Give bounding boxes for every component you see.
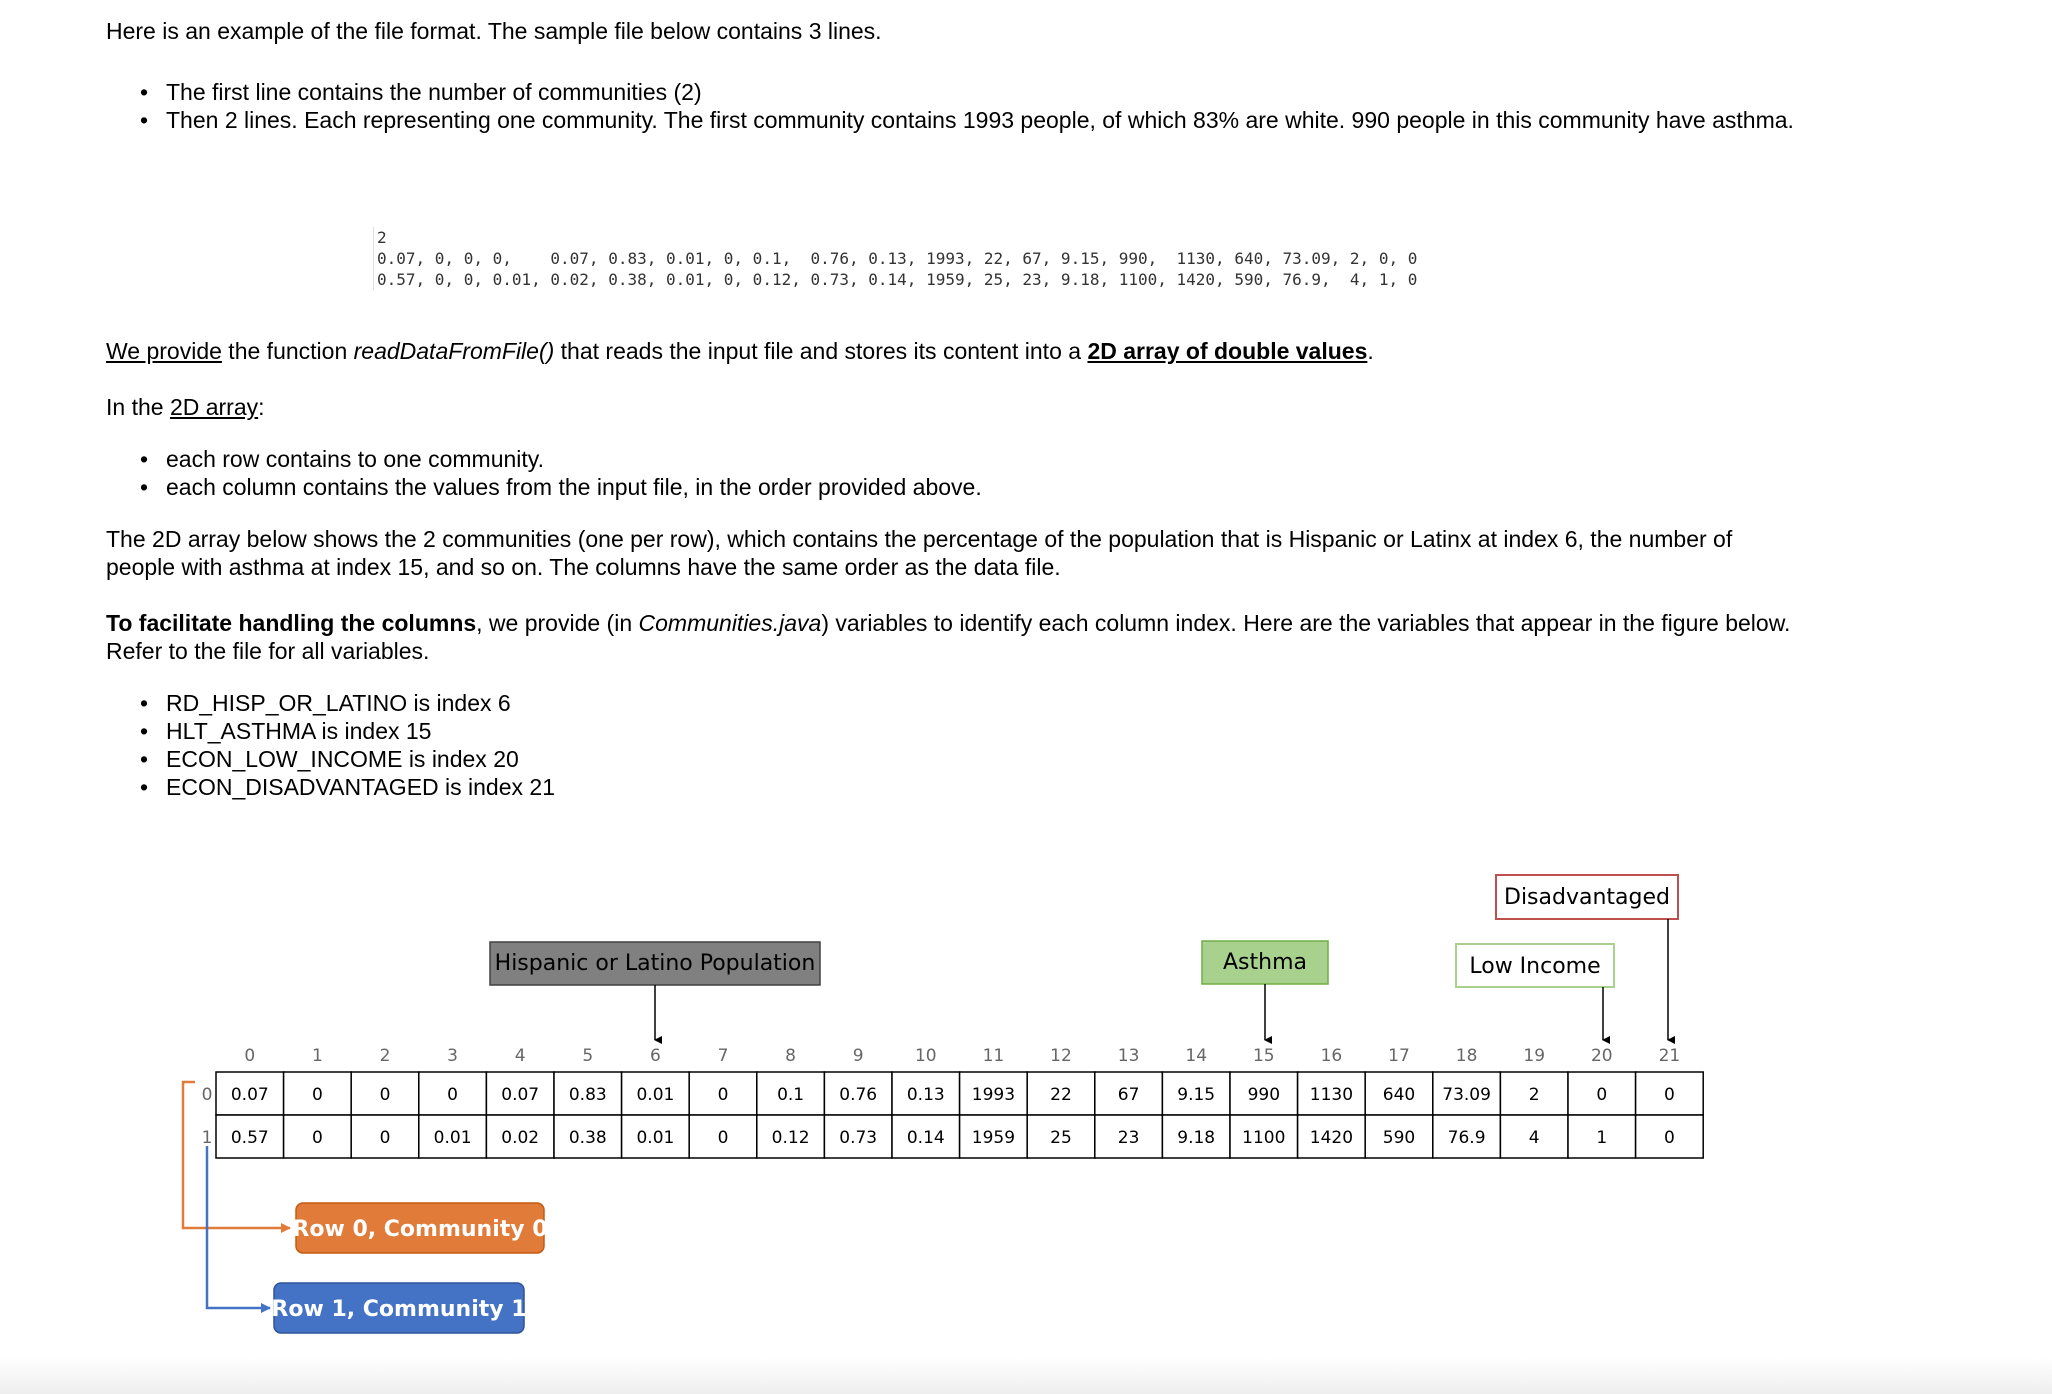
array-bullet-item: • each row contains to one community.	[140, 445, 982, 473]
array-cell-value: 0.07	[230, 1085, 269, 1105]
array-cell-value: 0.01	[636, 1128, 675, 1148]
low-income-label: Low Income	[1469, 954, 1601, 979]
array-cell-value: 0	[1663, 1128, 1675, 1148]
variable-bullet-item: • ECON_DISADVANTAGED is index 21	[140, 773, 555, 801]
provide-period: .	[1367, 338, 1374, 364]
array-cell-value: 0.02	[501, 1128, 540, 1148]
provide-text: that reads the input file and stores its content into a	[554, 338, 1088, 364]
facilitate-text: ) variables to identify each column index. Here are the variables that appear in the figure below. Refer to the file for all variables.	[106, 610, 1791, 664]
array-cell-value: 0	[379, 1085, 391, 1105]
disadvantaged-label: Disadvantaged	[1504, 885, 1670, 910]
column-index-label: 13	[1117, 1046, 1140, 1066]
column-index-label: 4	[514, 1046, 526, 1066]
array-description: The 2D array below shows the 2 communities (one per row), which contains the percentage of the population that is Hispanic or Latinx at index 6, the number of people with asthma at index 15, and so on. The columns have the same order as the data file.	[106, 526, 1733, 580]
array-cell-value: 67	[1117, 1085, 1140, 1105]
array-cell-value: 0	[1596, 1085, 1608, 1105]
variable-bullet-item: • HLT_ASTHMA is index 15	[140, 717, 555, 745]
column-index-label: 11	[982, 1046, 1005, 1066]
array-cell-value: 0	[1663, 1085, 1675, 1105]
asthma-label: Asthma	[1223, 950, 1307, 975]
array-cell-value: 0	[717, 1085, 729, 1105]
array-cell-value: 0.07	[501, 1085, 540, 1105]
column-index-label: 10	[914, 1046, 937, 1066]
code-line: 0.57, 0, 0, 0.01, 0.02, 0.38, 0.01, 0, 0.12, 0.73, 0.14, 1959, 25, 23, 9.18, 1100, 1420, 590, 76.9, 4, 1, 0	[377, 270, 1418, 289]
column-index-label: 5	[582, 1046, 594, 1066]
format-bullet-item: • Then 2 lines. Each representing one community. The first community contains 1993 people, of which 83% are white. 990 people in this community have asthma.	[140, 106, 1800, 134]
array-bullet-item: • each column contains the values from the input file, in the order provided above.	[140, 473, 982, 501]
column-index-label: 16	[1320, 1046, 1343, 1066]
column-index-label: 19	[1523, 1046, 1546, 1066]
column-index-label: 0	[244, 1046, 256, 1066]
column-index-label: 9	[852, 1046, 864, 1066]
array-cell-value: 0.38	[568, 1128, 607, 1148]
array-cell-value: 0.1	[777, 1085, 805, 1105]
array-cell-value: 0.01	[433, 1128, 472, 1148]
function-name: readDataFromFile()	[353, 338, 555, 364]
array-cell-value: 0	[717, 1128, 729, 1148]
array-cell-value: 640	[1382, 1085, 1416, 1105]
column-index-label: 2	[379, 1046, 391, 1066]
column-index-label: 6	[649, 1046, 661, 1066]
column-index-label: 17	[1388, 1046, 1410, 1066]
array-cell-value: 0	[311, 1085, 323, 1105]
column-index-label: 14	[1185, 1046, 1208, 1066]
array-cell-value: 4	[1528, 1128, 1540, 1148]
array-cell-value: 73.09	[1442, 1085, 1491, 1105]
array-cell-value: 0.12	[771, 1128, 810, 1148]
array-cell-value: 0.14	[906, 1128, 945, 1148]
column-index-label: 18	[1455, 1046, 1478, 1066]
array-cell-value: 0.13	[906, 1085, 945, 1105]
array-cell-value: 1993	[971, 1085, 1016, 1105]
array-cell-value: 1130	[1309, 1085, 1354, 1105]
column-index-label: 15	[1252, 1046, 1275, 1066]
array-cell-value: 0.01	[636, 1085, 675, 1105]
column-index-label: 8	[785, 1046, 797, 1066]
provide-text: the function	[221, 338, 354, 364]
hispanic-label: Hispanic or Latino Population	[494, 951, 816, 976]
array-cell-value: 22	[1050, 1085, 1072, 1105]
array-cell-value: 0	[379, 1128, 391, 1148]
facilitate-bold: To facilitate handling the columns	[106, 610, 477, 636]
format-bullet-item: • The first line contains the number of communities (2)	[140, 78, 1800, 106]
2d-array-link[interactable]: 2D array	[169, 394, 259, 420]
variable-bullet-item: • ECON_LOW_INCOME is index 20	[140, 745, 555, 773]
in-array-suffix: :	[258, 394, 265, 420]
array-cell-value: 25	[1050, 1128, 1072, 1148]
in-array-prefix: In the	[106, 394, 170, 420]
array-cell-value: 1100	[1242, 1128, 1286, 1148]
facilitate-text: , we provide (in	[476, 610, 639, 636]
bottom-scroll-shadow	[0, 1358, 2052, 1394]
column-index-label: 3	[447, 1046, 459, 1066]
we-provide-link[interactable]: We provide	[106, 338, 222, 364]
array-cell-value: 23	[1117, 1128, 1140, 1148]
code-line: 2	[377, 228, 387, 247]
row0-callout-label: Row 0, Community 0	[292, 1217, 548, 1242]
variable-bullet-item: • RD_HISP_OR_LATINO is index 6	[140, 689, 555, 717]
row1-callout-label: Row 1, Community 1	[271, 1297, 527, 1322]
array-cell-value: 590	[1382, 1128, 1416, 1148]
code-line: 0.07, 0, 0, 0, 0.07, 0.83, 0.01, 0, 0.1, 0.76, 0.13, 1993, 22, 67, 9.15, 990, 1130, 640, 73.09, 2, 0, 0	[377, 249, 1418, 268]
array-cell-value: 0	[311, 1128, 323, 1148]
array-cell-value: 9.15	[1177, 1085, 1216, 1105]
array-cell-value: 1	[1596, 1128, 1608, 1148]
column-index-label: 1	[311, 1046, 323, 1066]
intro-text: Here is an example of the file format. The sample file below contains 3 lines.	[106, 18, 882, 44]
array-cell-value: 0.83	[568, 1085, 607, 1105]
array-cell-value: 0.57	[230, 1128, 269, 1148]
array-cell-value: 0.73	[839, 1128, 878, 1148]
column-index-label: 20	[1590, 1046, 1613, 1066]
array-cell-value: 0.76	[839, 1085, 878, 1105]
column-index-label: 7	[717, 1046, 729, 1066]
array-cell-value: 990	[1247, 1085, 1281, 1105]
array-cell-value: 76.9	[1447, 1128, 1486, 1148]
array-type-link[interactable]: 2D array of double values	[1087, 338, 1368, 364]
array-cell-value: 1959	[971, 1128, 1016, 1148]
array-cell-value: 1420	[1309, 1128, 1354, 1148]
column-index-label: 12	[1050, 1046, 1072, 1066]
array-cell-value: 0	[447, 1085, 459, 1105]
column-index-label: 21	[1658, 1046, 1681, 1066]
row-index-label: 1	[201, 1128, 213, 1148]
communities-file-name: Communities.java	[638, 610, 822, 636]
array-cell-value: 2	[1528, 1085, 1540, 1105]
array-cell-value: 9.18	[1177, 1128, 1216, 1148]
row-index-label: 0	[201, 1085, 213, 1105]
